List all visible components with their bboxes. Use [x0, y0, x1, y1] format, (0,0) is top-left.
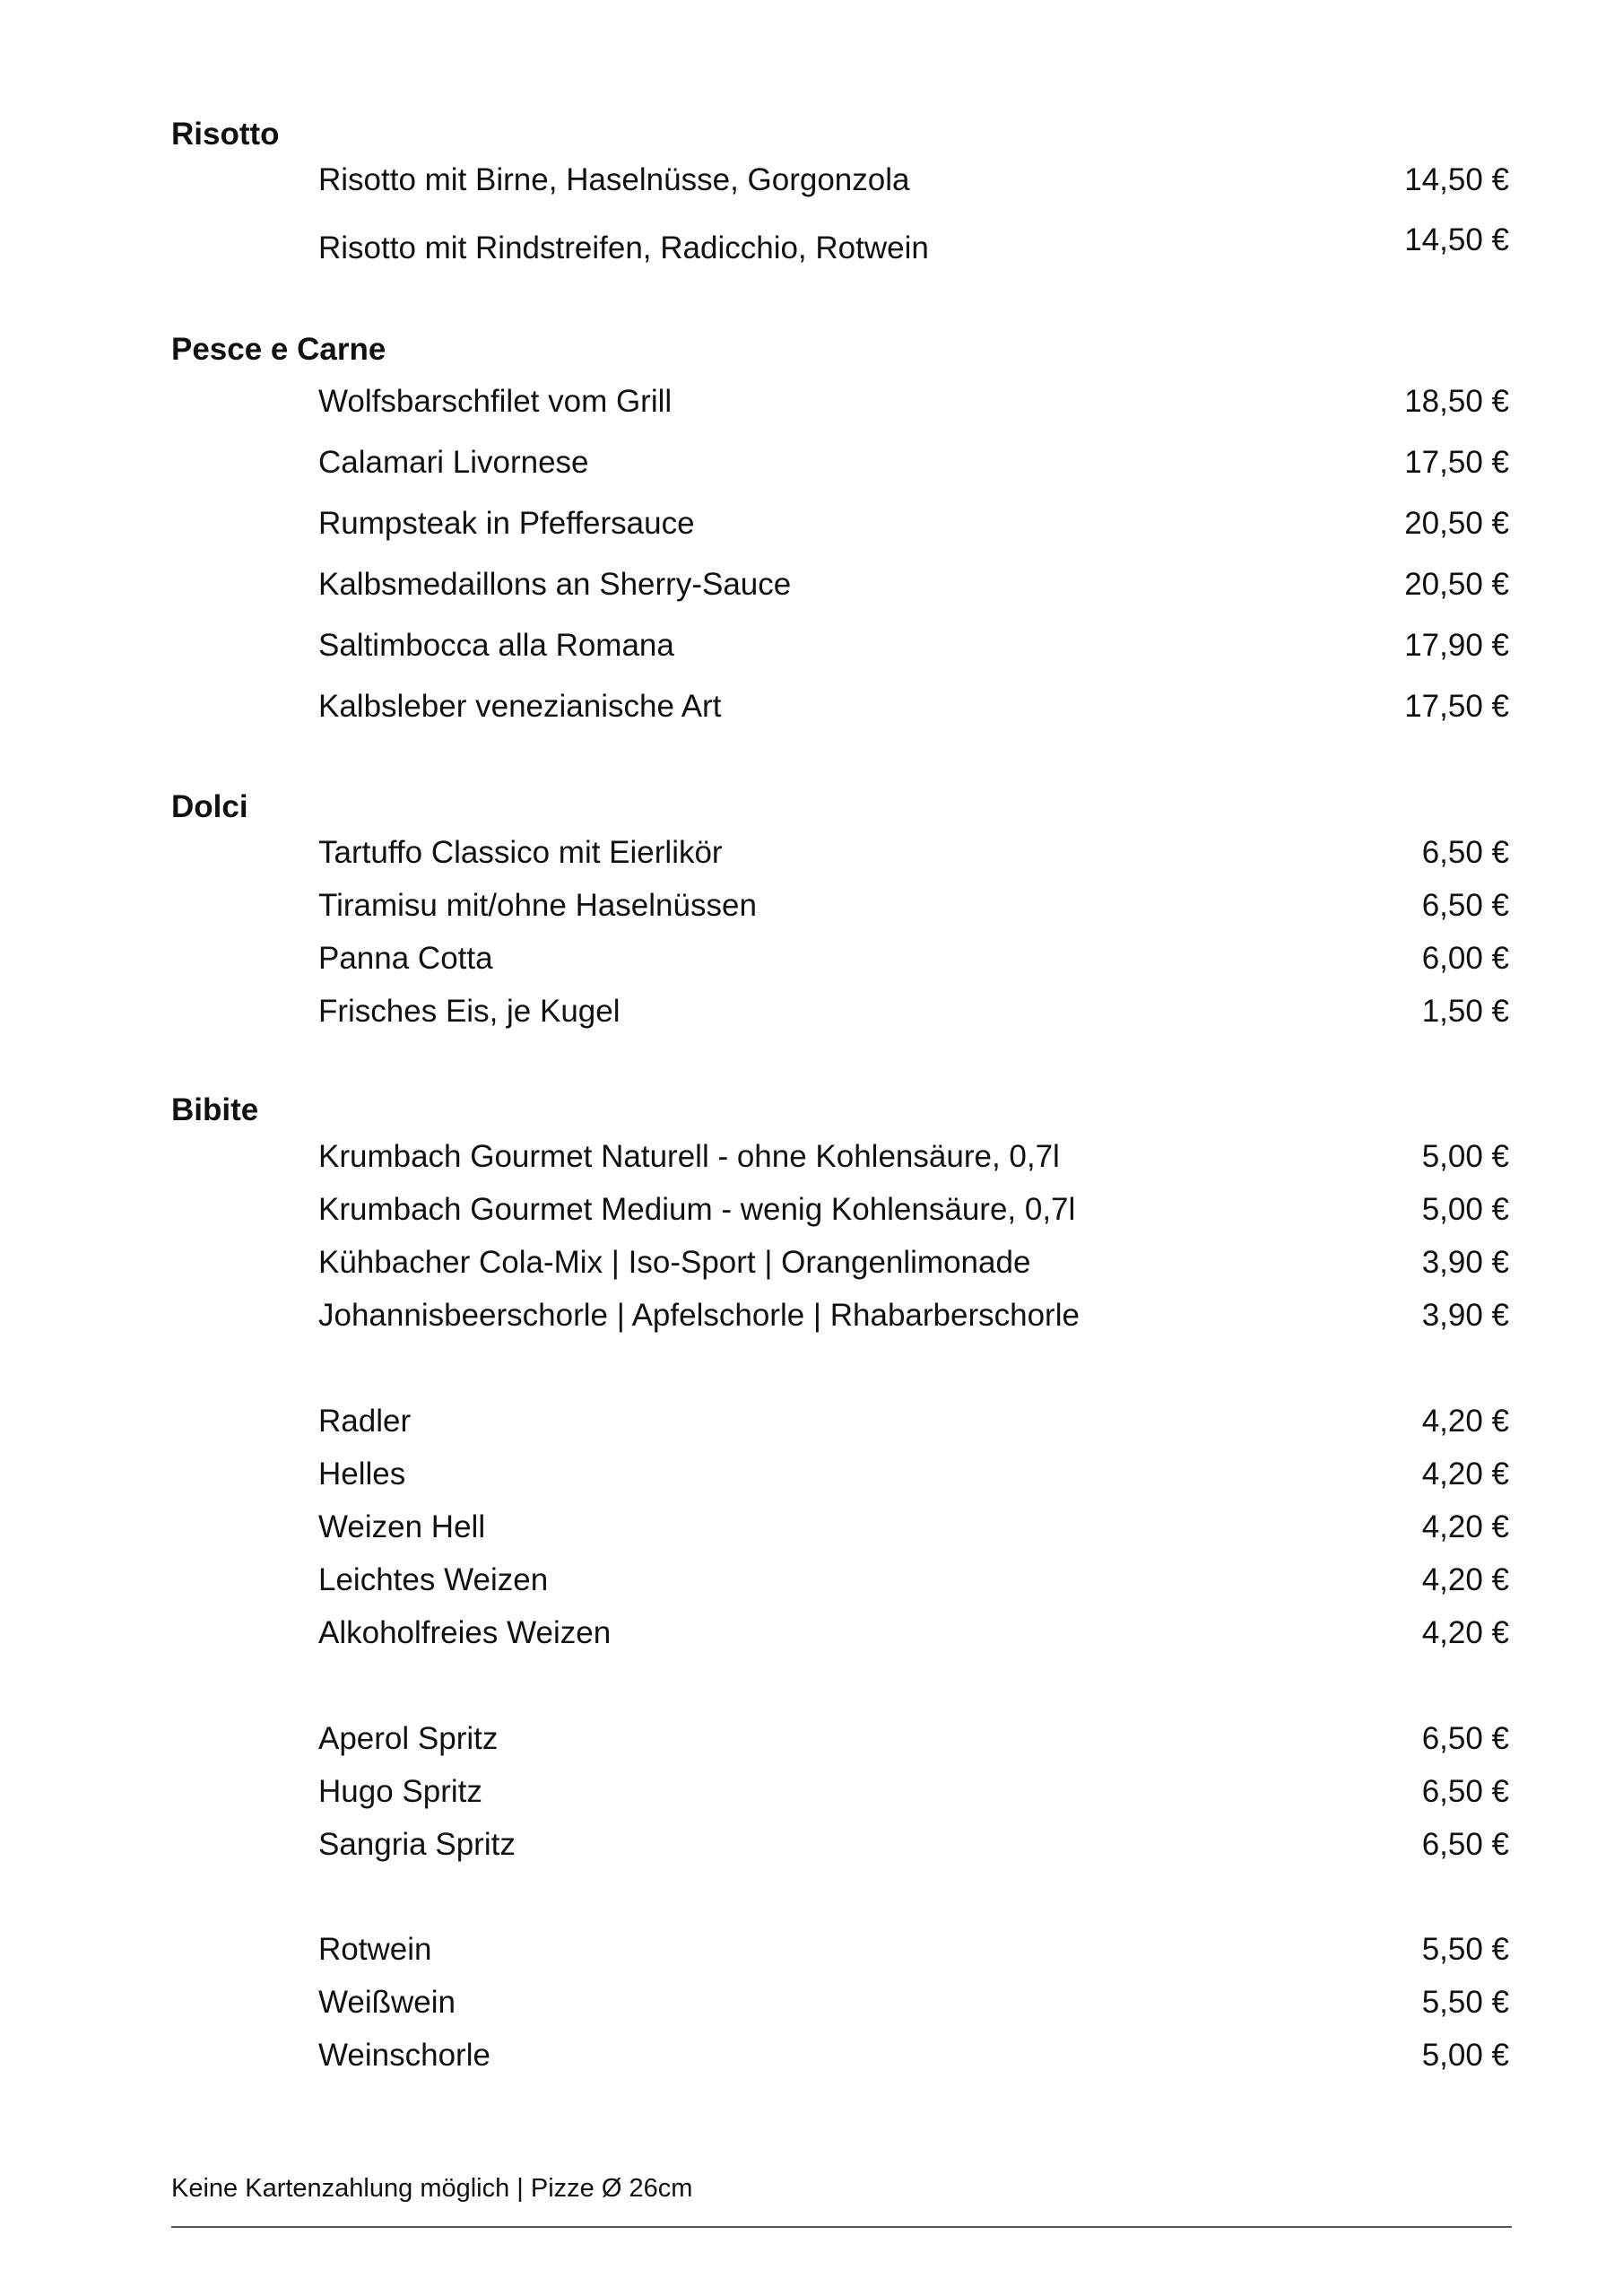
menu-item-price: 6,50 €: [1421, 1774, 1509, 1809]
menu-item-price: 6,50 €: [1421, 835, 1509, 870]
menu-item-name: Hugo Spritz: [318, 1774, 482, 1809]
menu-item-price: 4,20 €: [1421, 1562, 1509, 1597]
menu-item-name: Risotto mit Birne, Haselnüsse, Gorgonzola: [318, 162, 910, 197]
section-title-bibite: Bibite: [171, 1092, 259, 1127]
menu-item-name: Leichtes Weizen: [318, 1562, 549, 1597]
section-title-pesce-e-carne: Pesce e Carne: [171, 332, 386, 367]
menu-item-price: 6,50 €: [1421, 888, 1509, 923]
menu-item-price: 17,50 €: [1404, 445, 1509, 480]
menu-item-name: Saltimbocca alla Romana: [318, 628, 674, 663]
menu-item-price: 17,50 €: [1404, 689, 1509, 724]
menu-item-name: Risotto mit Rindstreifen, Radicchio, Rotwein: [318, 230, 929, 265]
menu-item-price: 3,90 €: [1421, 1245, 1509, 1280]
menu-item-name: Radler: [318, 1404, 412, 1439]
menu-item-name: Calamari Livornese: [318, 445, 589, 480]
menu-item-price: 5,00 €: [1421, 1139, 1509, 1174]
menu-item-name: Alkoholfreies Weizen: [318, 1615, 612, 1650]
menu-item-price: 14,50 €: [1404, 222, 1509, 257]
menu-item-name: Tiramisu mit/ohne Haselnüssen: [318, 888, 757, 923]
menu-item-price: 1,50 €: [1421, 994, 1509, 1029]
menu-item-name: Kalbsleber venezianische Art: [318, 689, 722, 724]
menu-item-name: Krumbach Gourmet Naturell - ohne Kohlensäure, 0,7l: [318, 1139, 1060, 1174]
menu-item-name: Tartuffo Classico mit Eierlikör: [318, 835, 723, 870]
menu-item-price: 20,50 €: [1404, 506, 1509, 541]
menu-item-price: 18,50 €: [1404, 384, 1509, 419]
menu-item-price: 5,00 €: [1421, 2038, 1509, 2073]
menu-item-price: 6,50 €: [1421, 1827, 1509, 1862]
menu-item-price: 4,20 €: [1421, 1615, 1509, 1650]
menu-item-name: Helles: [318, 1457, 406, 1492]
section-title-dolci: Dolci: [171, 789, 248, 824]
section-title-risotto: Risotto: [171, 117, 280, 152]
menu-item-price: 14,50 €: [1404, 162, 1509, 197]
menu-item-price: 6,50 €: [1421, 1721, 1509, 1756]
menu-item-name: Rotwein: [318, 1932, 432, 1967]
menu-item-price: 4,20 €: [1421, 1509, 1509, 1544]
menu-item-name: Sangria Spritz: [318, 1827, 516, 1862]
menu-item-name: Aperol Spritz: [318, 1721, 499, 1756]
menu-item-name: Johannisbeerschorle | Apfelschorle | Rhabarberschorle: [318, 1298, 1080, 1333]
menu-item-price: 5,00 €: [1421, 1192, 1509, 1227]
footer-divider: [171, 2226, 1512, 2228]
menu-item-name: Kühbacher Cola-Mix | Iso-Sport | Orangenlimonade: [318, 1245, 1031, 1280]
menu-item-name: Weizen Hell: [318, 1509, 486, 1544]
menu-item-name: Krumbach Gourmet Medium - wenig Kohlensäure, 0,7l: [318, 1192, 1076, 1227]
menu-item-name: Rumpsteak in Pfeffersauce: [318, 506, 695, 541]
menu-item-name: Panna Cotta: [318, 941, 493, 976]
footer-note: Keine Kartenzahlung möglich | Pizze Ø 26cm: [171, 2174, 693, 2203]
menu-item-price: 17,90 €: [1404, 628, 1509, 663]
menu-item-name: Kalbsmedaillons an Sherry-Sauce: [318, 567, 792, 602]
menu-item-price: 5,50 €: [1421, 1932, 1509, 1967]
menu-item-price: 20,50 €: [1404, 567, 1509, 602]
menu-item-name: Weinschorle: [318, 2038, 490, 2073]
menu-item-price: 5,50 €: [1421, 1985, 1509, 2020]
menu-item-name: Weißwein: [318, 1985, 456, 2020]
menu-item-price: 6,00 €: [1421, 941, 1509, 976]
menu-item-name: Frisches Eis, je Kugel: [318, 994, 621, 1029]
menu-item-name: Wolfsbarschfilet vom Grill: [318, 384, 673, 419]
menu-item-price: 4,20 €: [1421, 1404, 1509, 1439]
menu-item-price: 4,20 €: [1421, 1457, 1509, 1492]
menu-item-price: 3,90 €: [1421, 1298, 1509, 1333]
